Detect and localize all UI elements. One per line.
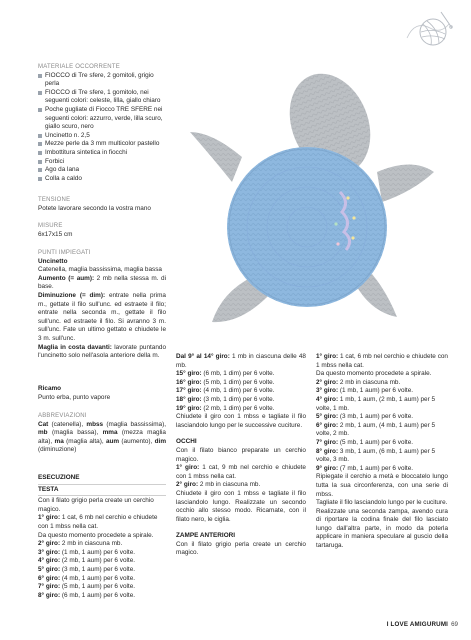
eyes-title: OCCHI <box>176 438 197 446</box>
middle-r9 <box>176 353 306 370</box>
materials-item <box>38 140 166 149</box>
aumento-label: Aumento (= aum): <box>38 274 95 282</box>
round-label: 19° giro: <box>176 404 202 412</box>
materials-item <box>38 132 166 141</box>
round-line <box>316 387 448 396</box>
dim-text: entrate nella prima m., gettate il filo sull'unc. ed estraete il filo; entrate nella seconda m., gettate il filo sull'unc. ed estraete il filo. Si avranno 3 m. sull'unc. Fate un ultimo gettato e chiudete le 3 m. sull'unc. <box>38 291 166 342</box>
bullet-square-icon <box>38 134 42 138</box>
round-text: (4 mb, 1 aum) per 6 volte. <box>60 574 136 582</box>
right-fold: Ripiegate il cerchio a metà e bloccatelo lungo tutta la sua circonferenza, con una serie di mbss. <box>316 473 448 498</box>
turtle-photo <box>172 62 447 347</box>
aumento-paragraph <box>38 275 166 292</box>
eyes-r2-label: 2° giro: <box>176 481 199 489</box>
execution-intro: Con il filato grigio perla create un cerchio magico. <box>38 497 154 513</box>
measures-title: MISURE <box>38 223 63 229</box>
right-rounds <box>316 379 448 474</box>
testa-title: TESTA <box>38 485 59 493</box>
abbr-term: Cat <box>38 420 49 428</box>
abbr-desc: (maglia bassissima), <box>103 420 167 428</box>
middle-close: Chiudete il giro con 1 mbss e tagliate il filo lasciandolo lungo per le successive cuciture. <box>176 413 306 429</box>
round1-text: 1 cat, 6 mb nel cerchio e chiudete con 1 mbss nella cat. <box>38 514 158 530</box>
measures-text: 6x17x15 cm <box>38 230 73 238</box>
eyes-r2-text: 2 mb in ciascuna mb. <box>198 481 261 489</box>
right-second: Realizzate una seconda zampa, avendo cura di riportare la codina finale del filo lasciato lungo dall'altra parte, in modo da poterla applicare in maniera speculare al guscio della tartaruga. <box>316 507 448 550</box>
round-line <box>316 413 448 422</box>
round-line <box>176 405 306 414</box>
execution-rounds <box>38 540 166 600</box>
round-line <box>38 540 166 549</box>
legs-title: ZAMPE ANTERIORI <box>176 532 236 540</box>
round-text: (6 mb, 1 aum) per 6 volte. <box>60 591 136 599</box>
round-line <box>316 439 448 448</box>
round-label: 16° giro: <box>176 378 202 386</box>
round-label: 4° giro: <box>38 557 61 565</box>
round-text: (4 mb, 1 dim) per 6 volte. <box>201 387 275 395</box>
round-label: 7° giro: <box>38 583 61 591</box>
materials-item-text: Ago da lana <box>45 166 80 174</box>
costa-label: Maglia in costa davanti: <box>38 343 112 351</box>
execution-section <box>38 474 166 600</box>
round-line <box>316 465 448 474</box>
abbr-term: dim <box>154 437 167 445</box>
materials-item <box>38 158 166 167</box>
ricamo-text: Punto erba, punto vapore <box>38 393 111 401</box>
round-text: (2 mb, 1 dim) per 6 volte. <box>201 404 275 412</box>
tension-section <box>38 196 166 213</box>
abbr-desc: (aumento), <box>119 437 155 445</box>
materials-item <box>38 175 166 184</box>
middle-r9-label: Dal 9° al 14° giro: <box>176 353 230 360</box>
round-label: 4° giro: <box>316 395 339 403</box>
round-label: 8° giro: <box>316 447 339 455</box>
eyes-intro: Con il filato bianco preparate un cerchio magico. <box>176 446 306 463</box>
round-line <box>176 387 306 396</box>
execution-note: Da questo momento procedete a spirale. <box>38 531 154 539</box>
bullet-square-icon <box>38 108 42 112</box>
tension-title: TENSIONE <box>38 197 71 203</box>
round-label: 8° giro: <box>38 591 61 599</box>
round-text: (3 mb, 1 aum) per 6 volte. <box>60 565 136 573</box>
abbr-term: mma <box>102 429 118 437</box>
execution-title: ESECUZIONE <box>38 474 80 481</box>
abbr-term: aum <box>105 437 120 445</box>
materials-item-text: Uncinetto n. 2,5 <box>45 131 90 139</box>
round-text: (5 mb, 1 dim) per 6 volte. <box>201 378 275 386</box>
round-text: (5 mb, 1 aum) per 6 volte. <box>60 583 136 591</box>
right-r1 <box>316 353 448 370</box>
round-text: 1 mb, 1 aum, (2 mb, 1 aum) per 5 volte, 1 mb. <box>316 395 436 412</box>
abbr-term: ma <box>54 437 64 445</box>
materials-item-text: Colla a caldo <box>45 174 82 182</box>
round-text: 2 mb in ciascuna mb. <box>338 378 401 386</box>
tension-text: Potete lavorare secondo la vostra mano <box>38 204 151 212</box>
dim-paragraph <box>38 292 166 344</box>
execution-round1 <box>38 514 166 531</box>
abbr-desc: (maglia alta), <box>63 437 106 445</box>
costa-text: lavorate puntando l'uncinetto solo nell'asola anteriore della m. <box>38 343 166 360</box>
yarn-ball-logo-icon <box>405 8 455 50</box>
materials-item <box>38 149 166 158</box>
page-footer <box>387 621 458 628</box>
bullet-square-icon <box>38 177 42 181</box>
eyes-r1 <box>176 464 306 481</box>
bullet-square-icon <box>38 142 42 146</box>
round-label: 6° giro: <box>38 574 61 582</box>
middle-column <box>176 353 306 558</box>
round-text: 3 mb, 1 aum, (6 mb, 1 aum) per 5 volte, 3 mb. <box>316 447 436 464</box>
round-label: 18° giro: <box>176 395 202 403</box>
eyes-r1-label: 1° giro: <box>176 464 200 472</box>
round-line <box>38 575 166 584</box>
turtle-flipper-top-right <box>377 165 434 203</box>
round-label: 6° giro: <box>316 421 339 429</box>
round-text: (3 mb, 1 dim) per 6 volte. <box>201 395 275 403</box>
right-column <box>316 353 448 551</box>
bullet-square-icon <box>38 160 42 164</box>
materials-list <box>38 72 166 184</box>
eyes-r2 <box>176 481 306 490</box>
footer-brand: I LOVE AMIGURUMI <box>386 621 449 628</box>
round-line <box>176 370 306 379</box>
round-text: (2 mb, 1 aum) per 6 volte. <box>60 557 136 565</box>
round-label: 3° giro: <box>38 548 61 556</box>
abbr-desc: (mezza maglia alta), <box>38 429 166 445</box>
round-text: (1 mb, 1 aum) per 6 volte. <box>338 387 414 395</box>
round-line <box>38 583 166 592</box>
page-number: 69 <box>451 621 458 628</box>
round-text: (7 mb, 1 aum) per 6 volte. <box>338 464 414 472</box>
bullet-square-icon <box>38 151 42 155</box>
round-line <box>316 448 448 465</box>
eyes-close: Chiudete il giro con 1 mbss e tagliate il filo lasciandolo lungo. Realizzate un secondo occhio allo stesso modo. Ricamate, con il filato nero, le ciglia. <box>176 489 306 523</box>
bullet-square-icon <box>38 168 42 172</box>
round-label: 2° giro: <box>38 540 61 548</box>
round-label: 9° giro: <box>316 464 339 472</box>
measures-section <box>38 222 166 239</box>
round-label: 3° giro: <box>316 387 339 395</box>
abbreviations-section <box>38 412 166 455</box>
bullet-square-icon <box>38 91 42 95</box>
uncinetto-title: Uncinetto <box>38 257 68 265</box>
legs-intro: Con il filato grigio perla create un cerchio magico. <box>176 540 306 557</box>
round-label: 5° giro: <box>316 413 339 421</box>
middle-spacer-2 <box>176 524 306 532</box>
middle-rounds <box>176 370 306 413</box>
right-note: Da questo momento procedete a spirale. <box>316 370 432 378</box>
uncinetto-text: Catenella, maglia bassissima, maglia bassa <box>38 266 162 274</box>
materials-item-text: Poche gugliate di Fiocco TRE SFERE nei seguenti colori: azzurro, verde, lilla scuro, giallo scuro, nero <box>45 105 163 131</box>
dim-label: Diminuzione (= dim): <box>38 291 106 299</box>
ricamo-section <box>38 385 166 402</box>
stitches-section <box>38 249 166 361</box>
round-line <box>316 422 448 439</box>
testa-divider <box>38 495 166 496</box>
materials-item-text: Forbici <box>45 157 65 165</box>
eyes-r1-text: 1 cat, 9 mb nel cerchio e chiudete con 1 mbss nella cat. <box>176 464 306 480</box>
materials-item-text: Mezze perle da 3 mm multicolor pastello <box>45 140 160 148</box>
materials-section <box>38 63 166 183</box>
turtle-shell <box>227 147 387 307</box>
costa-paragraph <box>38 344 166 361</box>
abbr-term: mbss <box>86 420 104 428</box>
round-line <box>38 557 166 566</box>
middle-r9-text: 1 mb in ciascuna delle 48 mb. <box>176 353 306 369</box>
materials-item <box>38 72 166 89</box>
round-text: (6 mb, 1 dim) per 6 volte. <box>201 370 275 378</box>
materials-item-text: FIOCCO di Tre sfere, 1 gomitolo, nei seguenti colori: celeste, lilla, giallo chiaro <box>45 88 161 105</box>
round-label: 15° giro: <box>176 370 202 378</box>
abbr-desc: (maglia bassa), <box>47 429 103 437</box>
turtle-flipper-top-left <box>190 132 242 182</box>
materials-item <box>38 106 166 132</box>
round-line <box>38 566 166 575</box>
round1-label: 1° giro: <box>38 514 61 522</box>
round-label: 5° giro: <box>38 565 61 573</box>
bullet-square-icon <box>38 74 42 78</box>
materials-item-text: Imbottitura sintetica in fiocchi <box>45 148 128 156</box>
round-line <box>176 396 306 405</box>
round-text: (1 mb, 1 aum) per 6 volte. <box>60 548 136 556</box>
right-r1-text: 1 cat, 6 mb nel cerchio e chiudete con 1 mbss nella cat. <box>316 353 448 369</box>
round-line <box>316 396 448 413</box>
round-text: 2 mb, 1 aum, (4 mb, 1 aum) per 5 volte, 2 mb. <box>316 421 436 438</box>
aumento-text: 2 mb nella stessa m. di base. <box>38 274 166 291</box>
stitches-title: PUNTI IMPIEGATI <box>38 250 91 256</box>
abbreviations-title: ABBREVIAZIONI <box>38 413 87 419</box>
round-text: (3 mb, 1 aum) per 6 volte. <box>338 413 414 421</box>
round-label: 2° giro: <box>316 378 339 386</box>
right-cut: Tagliate il filo lasciandolo lungo per le cuciture. <box>316 499 448 507</box>
middle-spacer <box>176 430 306 438</box>
abbreviations-text <box>38 421 166 455</box>
materials-item-text: FIOCCO di Tre sfere, 2 gomitoli, grigio perla <box>45 71 154 88</box>
abbr-term: mb <box>38 429 48 437</box>
abbr-desc: (diminuzione) <box>38 446 77 454</box>
materials-item <box>38 166 166 175</box>
materials-title: MATERIALE OCCORRENTE <box>38 64 120 70</box>
round-text: 2 mb in ciascuna mb. <box>60 540 123 548</box>
abbr-desc: (catenella), <box>48 420 87 428</box>
materials-item <box>38 89 166 106</box>
round-line <box>38 592 166 601</box>
round-text: (5 mb, 1 aum) per 6 volte. <box>338 438 414 446</box>
execution-divider <box>38 484 166 485</box>
ricamo-title: Ricamo <box>38 385 62 392</box>
round-label: 7° giro: <box>316 438 339 446</box>
right-r1-label: 1° giro: <box>316 353 339 360</box>
round-label: 17° giro: <box>176 387 202 395</box>
